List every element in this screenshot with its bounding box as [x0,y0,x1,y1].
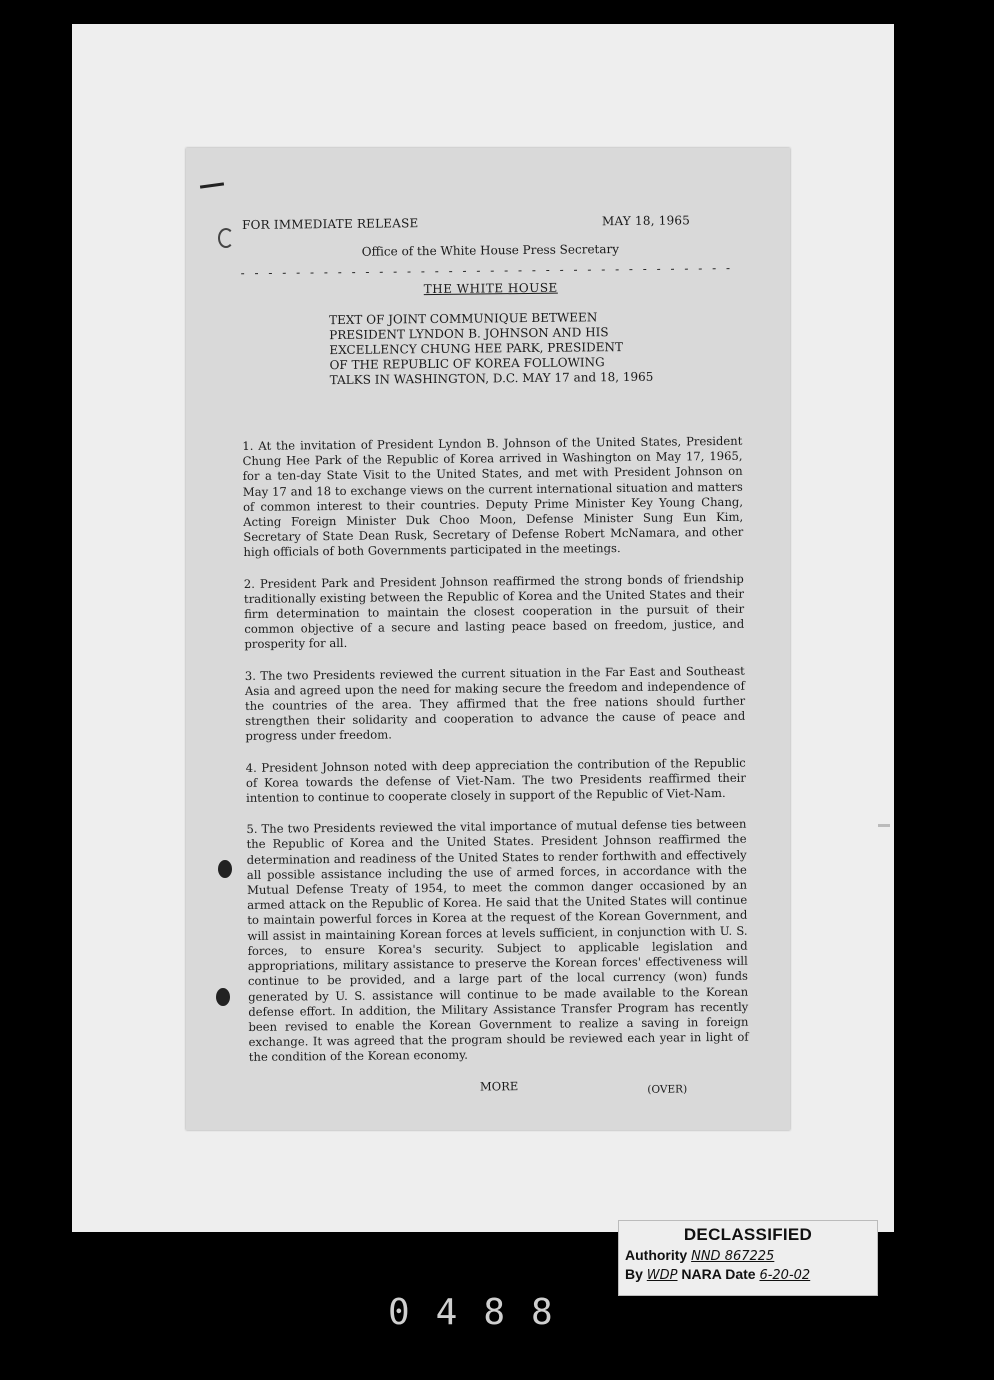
paragraph-4: 4. President Johnson noted with deep appreciation the contribution of the Republic of Korea towards the defense of Viet-Nam. The two Presidents reaffirmed their intention to continue to cooperate closely in support of the Republic of Viet-Nam. [245,755,746,806]
stamp-by-line [625,1266,877,1283]
declassified-stamp [618,1220,878,1296]
authority-label: Authority [625,1247,688,1263]
communique-title: TEXT OF JOINT COMMUNIQUE BETWEEN PRESIDENT LYNDON B. JOHNSON AND HIS EXCELLENCY CHUNG HEE PARK, PRESIDENT OF THE REPUBLIC OF KOREA FOLLOWING TALKS IN WASHINGTON, D.C. MAY 17 and 18, 1965 [329,310,654,388]
press-release [240,213,749,1096]
frame-number: 0488 [388,1292,579,1333]
staple-mark [218,228,234,248]
release-label: FOR IMMEDIATE RELEASE [241,216,419,232]
white-house-heading: THE WHITE HOUSE [423,280,558,297]
over-label: (OVER) [647,1082,688,1096]
dash-divider: - - - - - - - - - - - - - - - - - - - - - - - - - - - - - - - - - - - - [240,260,734,280]
stamp-authority-line [625,1247,877,1264]
by-value: WDP [646,1268,678,1283]
paragraph-2: 2. President Park and President Johnson reaffirmed the strong bonds of friendship traditionally existing between the Republic of Korea and the United States and their firm determination to maintain the closest cooperation in the pursuit of their common objective of a secure and lasting peace based on freedom, justice, and prosperity for all. [243,571,745,652]
authority-value: NND 867225 [691,1249,775,1264]
paragraph-1: 1. At the invitation of President Lyndon B. Johnson of the United States, President Chung Hee Park of the Republic of Korea arrived in Washington on May 17, 1965, for a ten-day State Visit to the United States, and met with President Johnson on May 17 and 18 to exchange views on the current international situation and matters of common interest to their countries. Deputy Prime Minister Key Young Chang, Acting Foreign Minister Duk Choo Moon, Defense Minister Sung Eun Kim, Secretary of State Dean Rusk, Secretary of Defense Robert McNamara, and other high officials of both Governments participated in the meetings. [242,433,744,560]
more-footer [249,1076,749,1095]
paragraph-list [242,434,749,1066]
punch-hole [218,860,232,878]
by-label: By [625,1266,643,1282]
release-date: MAY 18, 1965 [601,213,691,229]
paragraph-3: 3. The two Presidents reviewed the current situation in the Far East and Southeast Asia and agreed upon the need for making secure the freedom and independence of the countries of the area. They affirmed that the free nations should further strengthen their solidarity and cooperation to advance the cause of peace and progress under freedom. [244,663,746,744]
date-value: 6-20-02 [759,1268,811,1283]
stamp-title: DECLASSIFIED [683,1225,813,1244]
punch-hole [216,988,230,1006]
nara-date-label: NARA Date [681,1266,756,1282]
edge-mark [878,824,890,827]
more-label: MORE [479,1078,519,1094]
office-line: Office of the White House Press Secretary [361,242,620,259]
paragraph-5: 5. The two Presidents reviewed the vital importance of mutual defense ties between the Republic of Korea and the United States. President Johnson reaffirmed the determination and readiness of the United States to render forthwith and effectively all possible assistance including the use of armed forces, in accordance with the Mutual Defense Treaty of 1954, to meet the common danger occasioned by an armed attack on the Republic of Korea. He said that the United States will continue to maintain powerful forces in Korea at the request of the Korean Government, and will assist in maintaining Korean forces at levels sufficient, in conjunction with U. S. forces, to ensure Korea's security. Subject to applicable legislation and appropriations, military assistance to preserve the Korean forces' effectiveness will continue to be provided, and a large part of the local currency (won) funds generated by U. S. assistance will continue to be made available to the Korean defense effort. In addition, the Military Assistance Transfer Program has recently been revised to enable the Korean Government to realize a saving in foreign exchange. It was agreed that the program should be reviewed each year in light of the condition of the Korean economy. [246,816,749,1065]
